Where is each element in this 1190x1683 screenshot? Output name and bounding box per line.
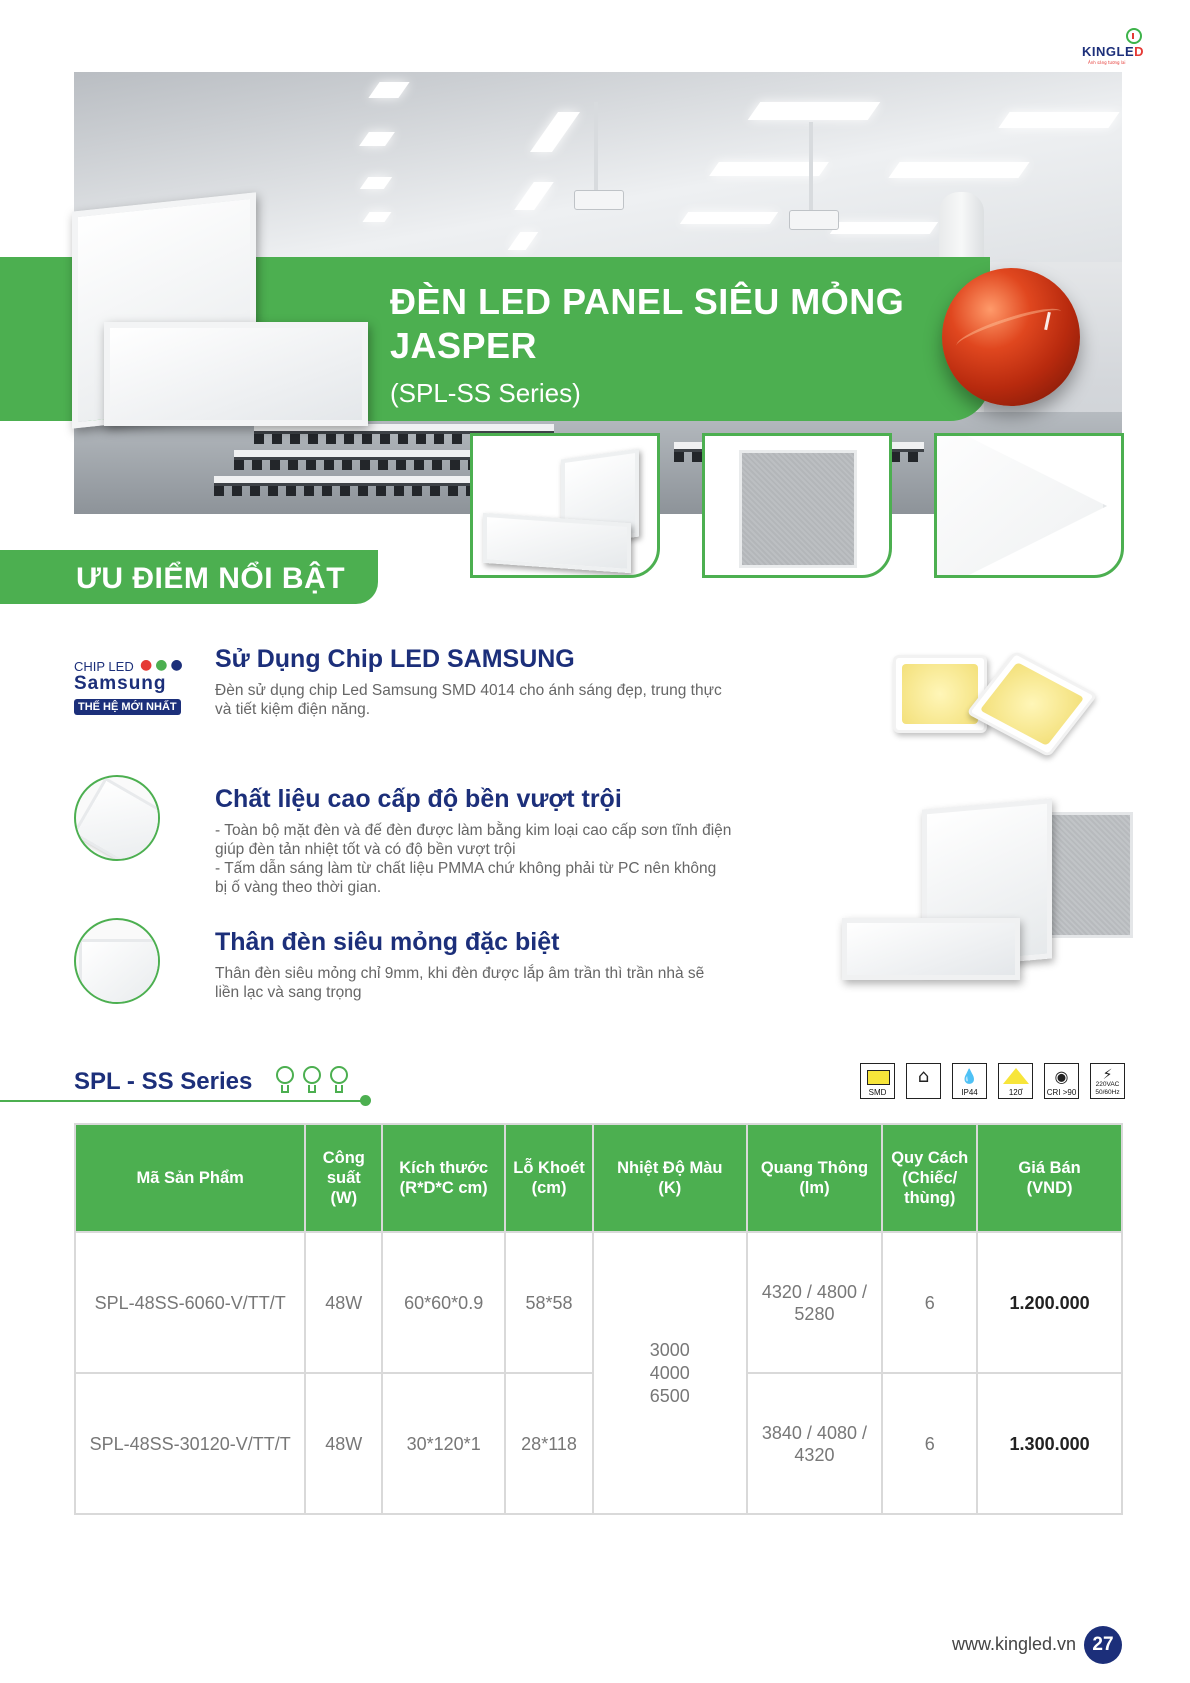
header-size: Kích thước (R*D*C cm) <box>382 1124 505 1232</box>
hero-title <box>390 280 950 368</box>
cell-lumen: 3840 / 4080 / 4320 <box>747 1373 883 1514</box>
ip44-icon: 💧 IP44 <box>952 1063 987 1099</box>
chip-logo-line-2: Samsung <box>74 673 167 694</box>
series-underline <box>0 1100 366 1102</box>
logo-text: KINGLE <box>1082 44 1135 59</box>
feature-desc-material: - Toàn bộ mặt đèn và đế đèn được làm bằng kim loại cao cấp sơn tĩnh điện giúp đèn tản nhiệt tốt và có độ bền vượt trội - Tấm dẫn sáng làm từ chất liệu PMMA chứ không phải từ PC nên không bị ố vàng theo thời gian. <box>215 822 732 896</box>
chip-logo-line-3: THẾ HỆ MỚI NHẤT <box>74 699 181 715</box>
bulb-icon <box>276 1066 294 1084</box>
header-price: Giá Bán (VND) <box>977 1124 1122 1232</box>
rectangular-panel-image <box>104 322 368 426</box>
indoor-icon: ⌂ <box>906 1063 941 1099</box>
cri-icon: ◉ CRI >90 <box>1044 1063 1079 1099</box>
cell-packing: 6 <box>882 1373 977 1514</box>
feature-title-samsung-chip: Sử Dụng Chip LED SAMSUNG <box>215 645 575 673</box>
bulb-icon <box>330 1066 348 1084</box>
feature-desc-slim-body: Thân đèn siêu mỏng chỉ 9mm, khi đèn được lắp âm trần thì trần nhà sẽ liền lạc và sang trọng <box>215 965 705 1001</box>
cell-power: 48W <box>305 1373 382 1514</box>
cell-size: 30*120*1 <box>382 1373 505 1514</box>
header-packing: Quy Cách (Chiếc/ thùng) <box>882 1124 977 1232</box>
panel-corner-icon <box>74 775 160 861</box>
page-number-badge: 27 <box>1084 1626 1122 1664</box>
header-power: Công suất (W) <box>305 1124 382 1232</box>
cell-size: 60*60*0.9 <box>382 1232 505 1373</box>
cell-price: 1.300.000 <box>977 1373 1122 1514</box>
projector-image <box>574 190 624 210</box>
feature-title-slim-body: Thân đèn siêu mỏng đặc biệt <box>215 928 560 956</box>
product-thumbnail-angled <box>470 433 660 578</box>
smd-icon: SMD <box>860 1063 895 1099</box>
series-title: SPL - SS Series <box>74 1068 253 1095</box>
footer-website-link[interactable]: www.kingled.vn <box>952 1634 1077 1654</box>
feature-title-material: Chất liệu cao cấp độ bền vượt trội <box>215 785 622 813</box>
cell-cutout: 58*58 <box>505 1232 593 1373</box>
bulb-icon <box>303 1066 321 1084</box>
smd-chip-image <box>893 655 987 733</box>
header-lumen: Quang Thông (lm) <box>747 1124 883 1232</box>
header-cutout: Lỗ Khoét (cm) <box>505 1124 593 1232</box>
series-underline-dot <box>360 1095 371 1106</box>
cell-price: 1.200.000 <box>977 1232 1122 1373</box>
cell-product-code: SPL-48SS-6060-V/TT/T <box>75 1232 305 1373</box>
jasper-stone-image <box>942 268 1080 406</box>
samsung-chip-logo <box>72 655 186 721</box>
cell-power: 48W <box>305 1232 382 1373</box>
projector-image <box>789 210 839 230</box>
cell-color-temp: 3000 4000 6500 <box>593 1232 747 1514</box>
chip-logo-line-1: CHIP LED <box>74 659 134 674</box>
header-color-temp: Nhiệt Độ Màu (K) <box>593 1124 747 1232</box>
header-product-code: Mã Sản Phẩm <box>75 1124 305 1232</box>
cell-lumen: 4320 / 4800 / 5280 <box>747 1232 883 1373</box>
kingled-logo <box>1082 28 1162 64</box>
advantages-title: ƯU ĐIỂM NỔI BẬT <box>76 562 346 595</box>
chip-logo-dots-icon: ●●● <box>140 657 186 673</box>
bulb-icons <box>276 1066 356 1098</box>
logo-tagline: Ánh sáng tương lai <box>1088 60 1126 65</box>
product-thumbnail-back <box>702 433 892 578</box>
panel-edge-icon <box>74 918 160 1004</box>
spec-table <box>74 1123 1123 1515</box>
hero-subtitle: (SPL-SS Series) <box>390 378 581 408</box>
table-row <box>75 1232 1122 1373</box>
beam-angle-icon: 120̊ <box>998 1063 1033 1099</box>
cell-product-code: SPL-48SS-30120-V/TT/T <box>75 1373 305 1514</box>
voltage-icon: ⚡ 220VAC 50/60Hz <box>1090 1063 1125 1099</box>
cell-packing: 6 <box>882 1232 977 1373</box>
product-thumbnail-edge <box>934 433 1124 578</box>
logo-text-accent: D <box>1134 44 1145 59</box>
table-header-row <box>75 1124 1122 1232</box>
hero-title-line-2: JASPER <box>390 325 538 366</box>
kingled-logo-icon <box>1126 28 1142 44</box>
cell-cutout: 28*118 <box>505 1373 593 1514</box>
panel-products-image <box>838 790 1128 990</box>
spec-icons-row <box>860 1063 1125 1101</box>
hero-title-line-1: ĐÈN LED PANEL SIÊU MỎNG <box>390 281 905 322</box>
feature-desc-samsung-chip: Đèn sử dụng chip Led Samsung SMD 4014 cho ánh sáng đẹp, trung thực và tiết kiệm điện năng. <box>215 682 722 718</box>
